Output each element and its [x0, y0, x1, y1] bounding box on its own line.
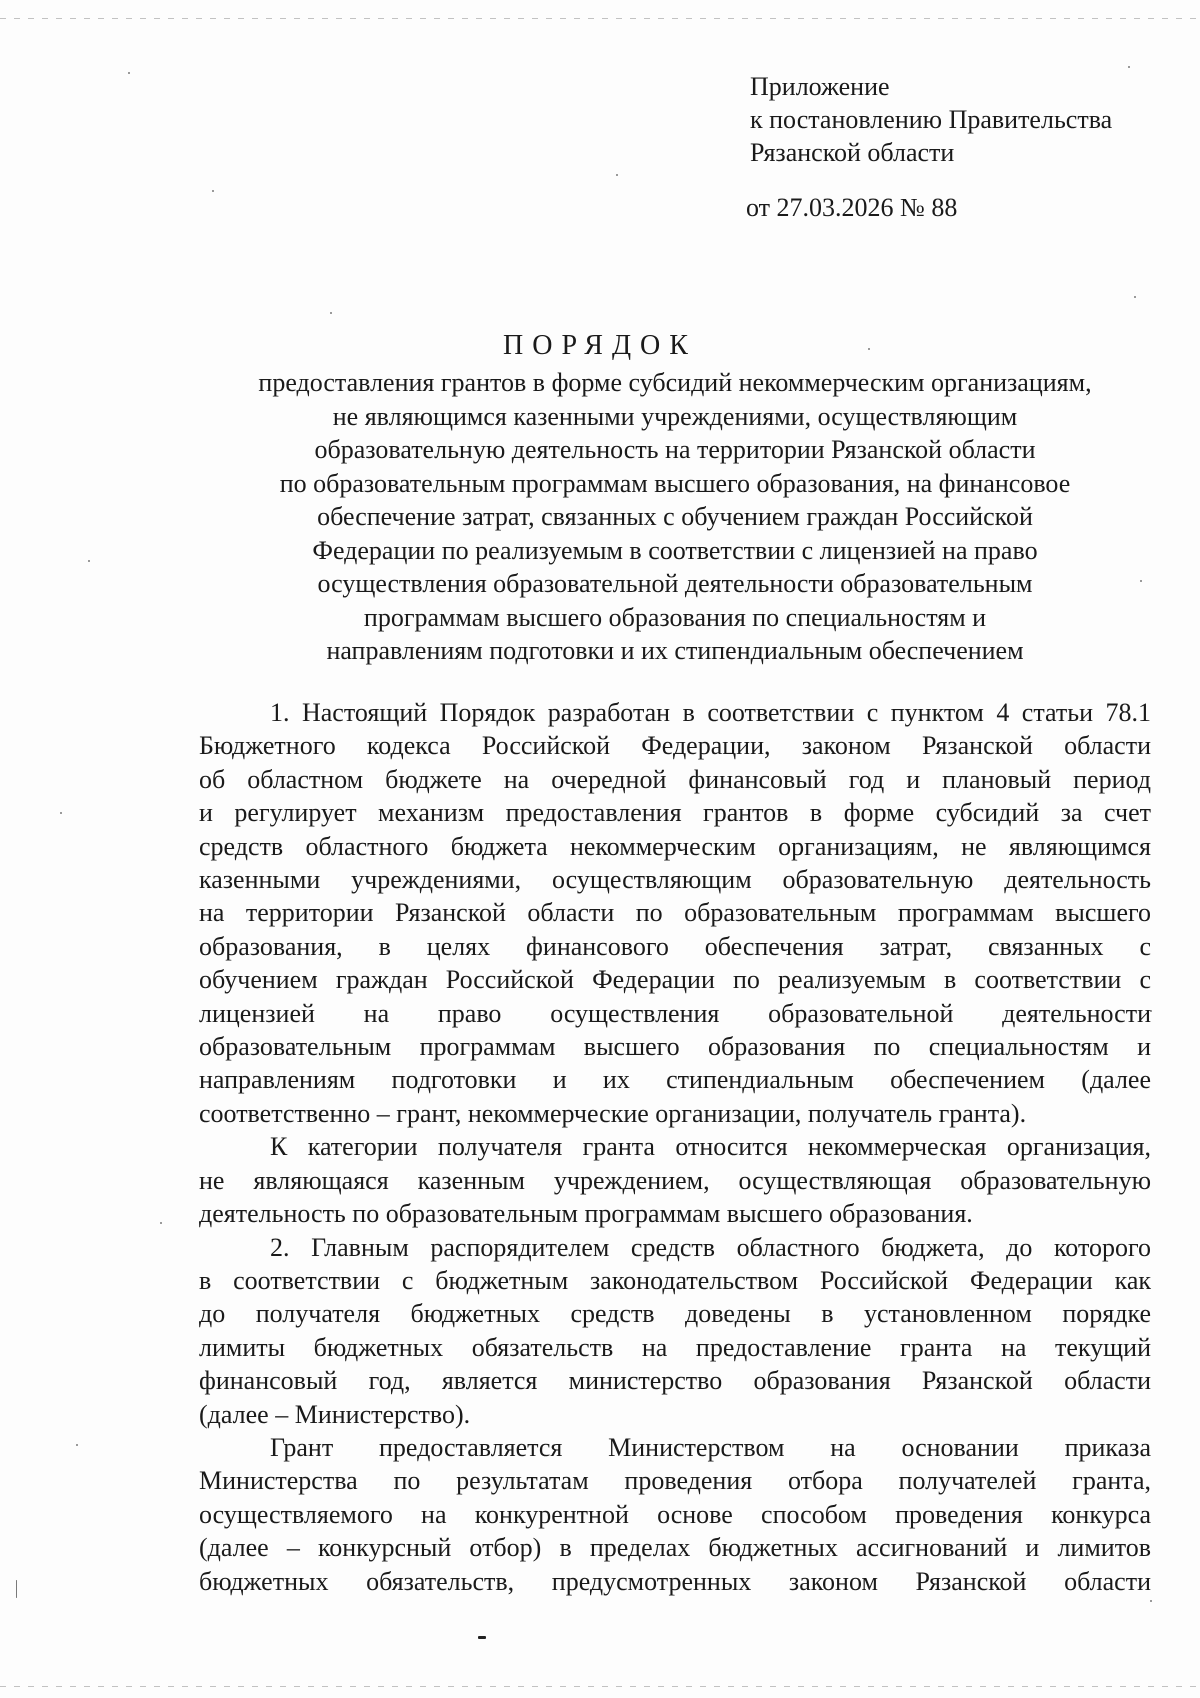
document-title: ПОРЯДОК [503, 330, 697, 361]
subtitle-line: не являющимся казенными учреждениями, осуществляющим [332, 401, 1018, 431]
scan-edge-bottom [0, 1686, 1200, 1687]
scan-speck [160, 1222, 162, 1224]
scan-speck [212, 190, 214, 192]
text-line: К категории получателя гранта относится некоммерческая организация, [270, 1132, 1151, 1162]
appendix-region: Рязанской области [750, 138, 955, 167]
appendix-resolution-ref: к постановлению Правительства [750, 105, 1113, 134]
text-line: (далее – Министерство). [199, 1399, 471, 1429]
text-line: (далее – конкурсный отбор) в пределах бюджетных ассигнований и лимитов [199, 1533, 1151, 1563]
paragraph-3 [199, 1231, 1151, 1431]
text-line: обучением граждан Российской Федерации по реализуемым в соответствии с [199, 965, 1151, 995]
subtitle-line: направлениям подготовки и их стипендиальным обеспечением [326, 636, 1024, 665]
subtitle-line: обеспечение затрат, связанных с обучением граждан Российской [317, 502, 1033, 531]
scan-speck [88, 560, 90, 562]
subtitle-line: по образовательным программам высшего образования, на финансовое [279, 468, 1071, 498]
text-line: средств областного бюджета некоммерческим организациям, не являющимся [199, 831, 1151, 861]
appendix-header [746, 70, 1113, 224]
text-line: Грант предоставляется Министерством на основании приказа [270, 1432, 1151, 1462]
text-line: 2. Главным распорядителем средств областного бюджета, до которого [270, 1232, 1151, 1262]
text-line: об областном бюджете на очередной финансовый год и плановый период [199, 764, 1151, 794]
appendix-date-number: от 27.03.2026 № 88 [746, 193, 958, 222]
text-line: образовательным программам высшего образования по специальностям и [199, 1032, 1151, 1062]
scan-speck [330, 312, 332, 314]
subtitle-line: осуществления образовательной деятельности образовательным [317, 569, 1033, 598]
scan-speck [1134, 296, 1136, 298]
document-body [199, 696, 1151, 1598]
scan-speck [76, 1444, 78, 1446]
text-line: на территории Рязанской области по образовательным программам высшего [199, 898, 1151, 928]
scan-speck [478, 1636, 486, 1639]
text-line: в соответствии с бюджетным законодательством Российской Федерации как [199, 1265, 1151, 1295]
appendix-label: Приложение [750, 72, 890, 101]
subtitle-line: образовательную деятельность на территории Рязанской области [314, 435, 1036, 464]
text-line: 1. Настоящий Порядок разработан в соответствии с пунктом 4 статьи 78.1 [270, 698, 1151, 727]
text-line: финансовый год, является министерство образования Рязанской области [199, 1366, 1151, 1396]
scan-speck [616, 174, 618, 176]
document-subtitle [200, 366, 1150, 668]
text-line: Бюджетного кодекса Российской Федерации, законом Рязанской области [199, 731, 1151, 761]
scan-speck [1150, 1600, 1152, 1602]
text-line: до получателя бюджетных средств доведены в установленном порядке [199, 1299, 1151, 1329]
subtitle-line: Федерации по реализуемым в соответствии с лицензией на право [312, 535, 1038, 565]
scan-speck [1128, 66, 1130, 68]
text-line: направлениям подготовки и их стипендиальным обеспечением (далее [199, 1065, 1151, 1095]
scan-speck [60, 812, 62, 814]
text-line: соответственно – грант, некоммерческие организации, получатель гранта). [199, 1098, 1027, 1128]
paragraph-1 [199, 696, 1151, 1130]
scan-speck [16, 1580, 17, 1598]
scan-speck [128, 72, 130, 74]
text-line: деятельность по образовательным программам высшего образования. [199, 1199, 973, 1229]
text-line: лимиты бюджетных обязательств на предоставление гранта на текущий [199, 1332, 1151, 1362]
paragraph-4 [199, 1431, 1151, 1598]
text-line: образования, в целях финансового обеспечения затрат, связанных с [199, 931, 1151, 961]
text-line: лицензией на право осуществления образовательной деятельности [199, 998, 1151, 1028]
subtitle-line: предоставления грантов в форме субсидий некоммерческим организациям, [258, 368, 1092, 397]
text-line: не являющаяся казенным учреждением, осуществляющая образовательную [199, 1165, 1151, 1195]
scan-edge-top [0, 18, 1200, 19]
text-line: Министерства по результатам проведения отбора получателей гранта, [199, 1466, 1151, 1496]
text-line: осуществляемого на конкурентной основе способом проведения конкурса [199, 1499, 1151, 1529]
text-line: и регулирует механизм предоставления грантов в форме субсидий за счет [199, 798, 1151, 828]
text-line: казенными учреждениями, осуществляющим образовательную деятельность [199, 865, 1151, 895]
subtitle-line: программам высшего образования по специальностям и [363, 602, 987, 632]
text-line: бюджетных обязательств, предусмотренных законом Рязанской области [199, 1566, 1151, 1596]
paragraph-2 [199, 1130, 1151, 1230]
